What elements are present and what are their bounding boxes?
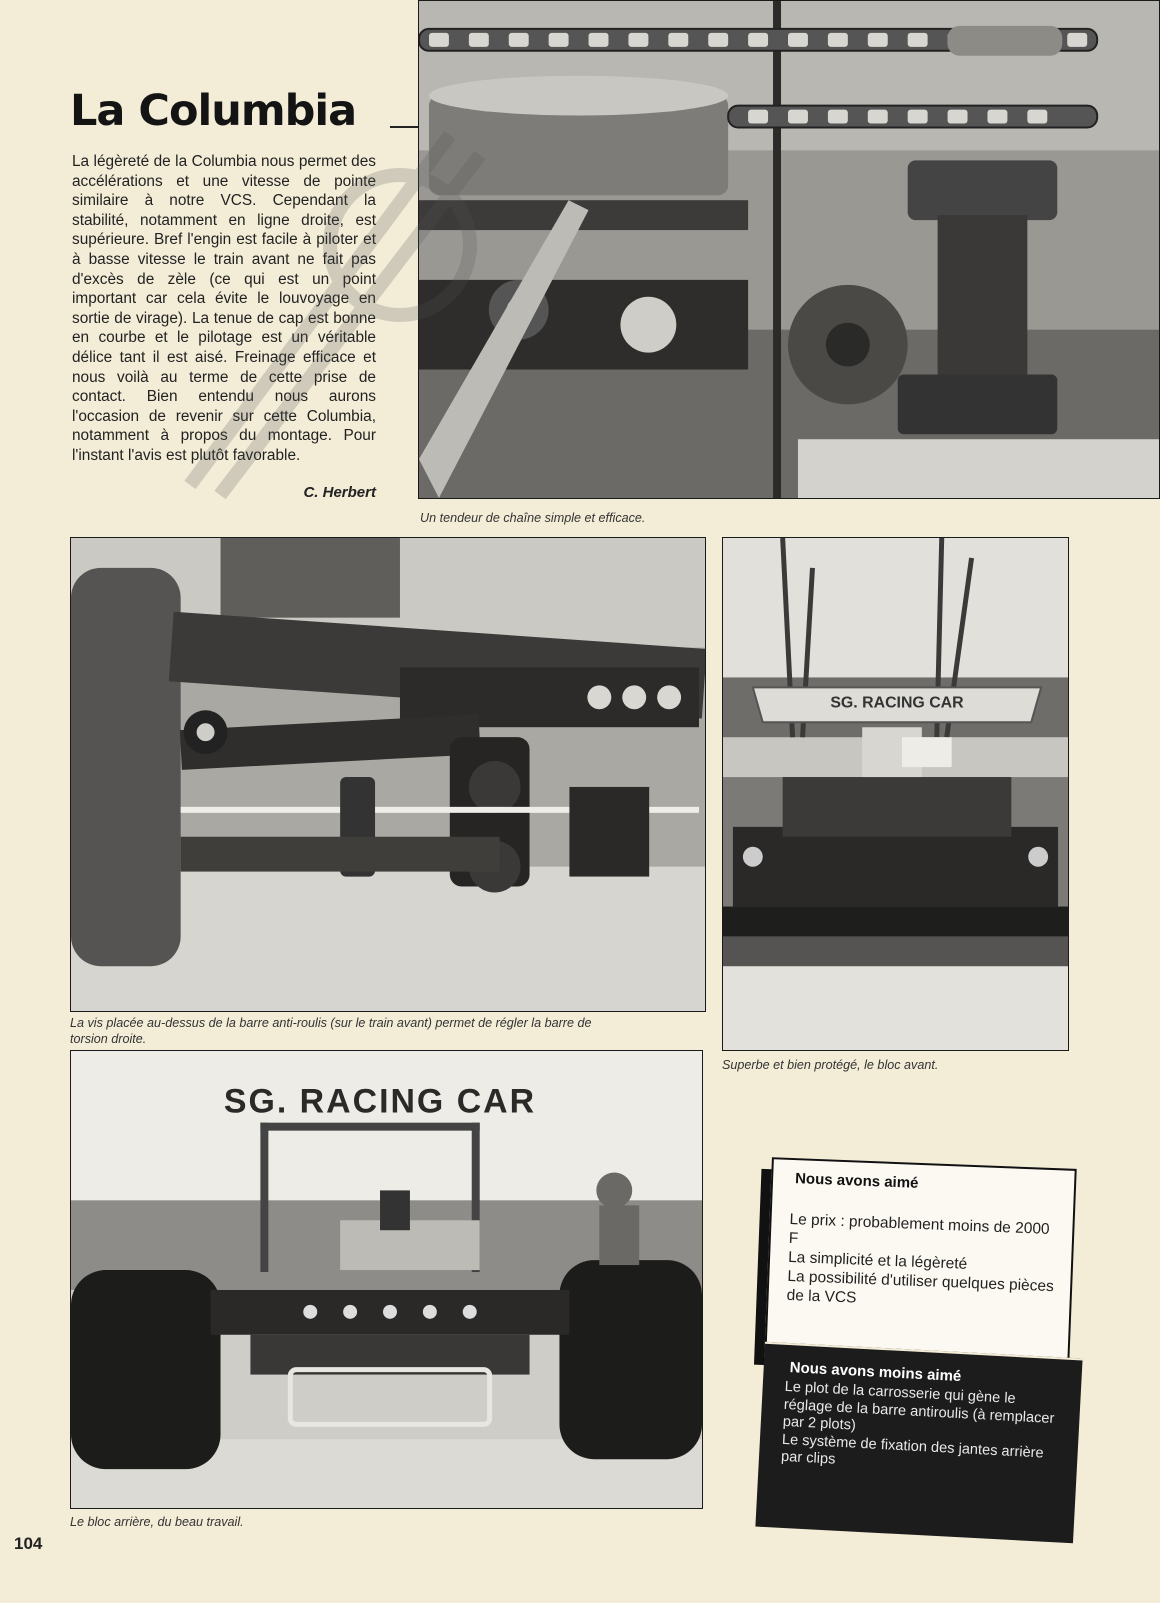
chain-tensioner-image <box>419 1 1159 498</box>
disliked-list <box>781 1379 1065 1481</box>
photo-anti-roll-bar <box>70 537 706 1012</box>
front-block-image <box>723 538 1068 1050</box>
liked-item: La simplicité et la légèreté <box>787 1248 968 1273</box>
rear-block-image <box>71 1051 702 1508</box>
anti-roll-bar-image <box>71 538 705 1011</box>
title-rule <box>390 126 420 128</box>
photo-caption: Un tendeur de chaîne simple et efficace. <box>420 511 646 525</box>
page-number: 104 <box>14 1534 43 1553</box>
photo-rear-block <box>70 1050 703 1509</box>
disliked-item: Le système de fixation des jantes arrière par clips <box>780 1431 1045 1468</box>
photo-caption: Superbe et bien protégé, le bloc avant. <box>722 1058 939 1072</box>
wing-text: SG. RACING CAR <box>830 694 964 712</box>
photo-caption: Le bloc arrière, du beau travail. <box>70 1515 244 1529</box>
article-author: C. Herbert <box>303 484 376 501</box>
disliked-item: Le plot de la carrosserie qui gène le réglage de la barre antiroulis (à remplacer par 2 plots) <box>782 1378 1055 1434</box>
article-title: La Columbia <box>70 86 357 136</box>
liked-item: Le prix : probablement moins de 2000 F <box>788 1210 1050 1248</box>
liked-item: La possibilité d'utiliser quelques pièces de la VCS <box>786 1267 1055 1307</box>
article-body: La légèreté de la Columbia nous permet des accélérations et une vitesse de pointe similaire à notre VCS. Cependant la stabilité, notamment en ligne droite, est supérieure. Bref l'engin est facile à piloter et à basse vitesse le train avant ne fait pas d'excès de zèle (ce qui est un point important car cela évite le louvoyage en sortie de virage). La tenue de cap est bonne en courbe et le pilotage est un véritable délice tant il est aisé. Freinage efficace et nous voilà au terme de cette prise de contact. Bien entendu nous aurons l'occasion de revenir sur cette Columbia, notamment à propos du montage. Pour l'instant l'avis est plutôt favorable. <box>72 153 376 464</box>
photo-caption: La vis placée au-dessus de la barre anti-roulis (sur le train avant) permet de régler la barre de torsion droite. <box>70 1016 592 1046</box>
disliked-box-title: Nous avons moins aimé <box>789 1359 962 1386</box>
disliked-box <box>755 1342 1082 1543</box>
wing-text: SG. RACING CAR <box>223 1082 537 1121</box>
photo-chain-tensioner <box>418 0 1160 499</box>
liked-list <box>786 1210 1059 1315</box>
photo-front-block <box>722 537 1069 1051</box>
liked-box-title: Nous avons aimé <box>794 1170 919 1192</box>
liked-box <box>764 1157 1076 1369</box>
